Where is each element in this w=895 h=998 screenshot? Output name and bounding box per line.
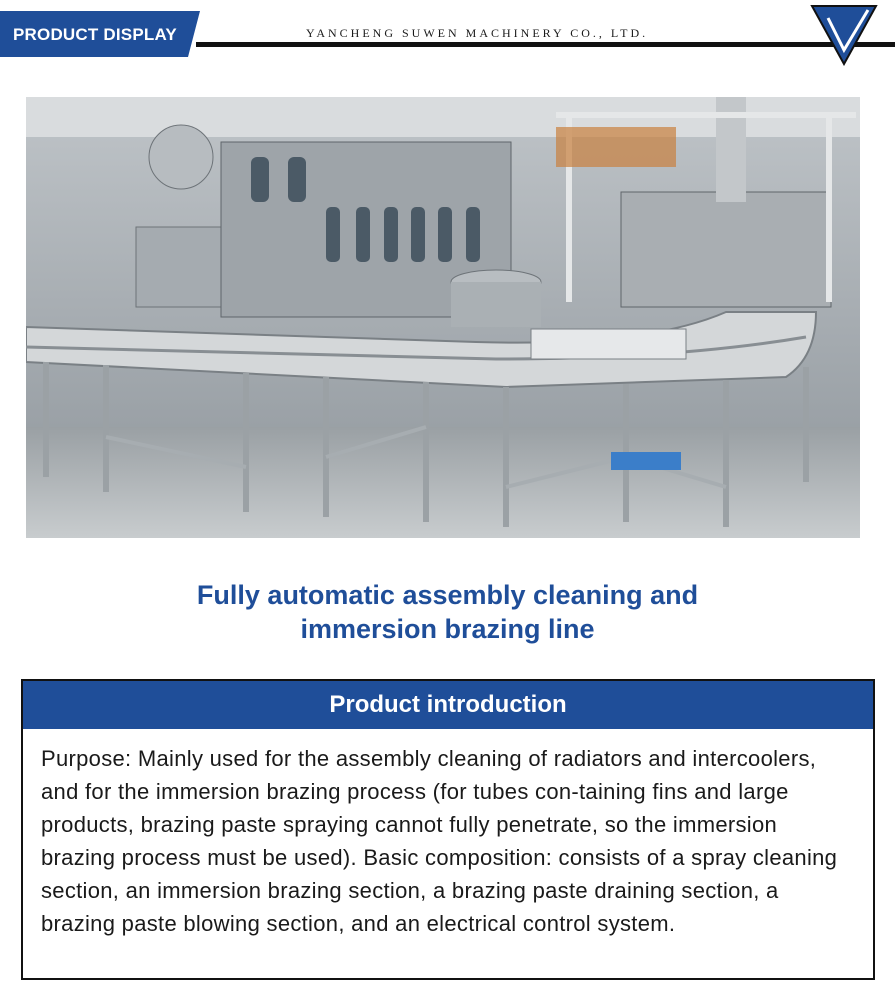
- company-name: YANCHENG SUWEN MACHINERY CO., LTD.: [306, 26, 649, 40]
- header-rule: [196, 42, 895, 47]
- product-title-line-2: immersion brazing line: [300, 614, 595, 644]
- triangle-v-logo-icon: [810, 4, 878, 66]
- product-title: [0, 578, 895, 646]
- product-introduction-text: Purpose: Mainly used for the assembly cleaning of radiators and intercoolers, and for the immersion brazing process (for tubes con-taining fins and large products, brazing paste spraying cannot fully penetrate, so the immersion brazing process must be used). Basic composition: consists of a spray cleaning section, an immersion brazing section, a brazing paste draining section, a brazing paste blowing section, and an electrical control system.: [41, 746, 838, 936]
- product-title-line-1: Fully automatic assembly cleaning and: [196, 580, 699, 610]
- product-display-label: PRODUCT DISPLAY: [13, 25, 177, 44]
- conveyor-line-photo: [26, 97, 860, 538]
- product-introduction-box: [21, 679, 875, 980]
- product-introduction-title: Product introduction: [23, 681, 873, 729]
